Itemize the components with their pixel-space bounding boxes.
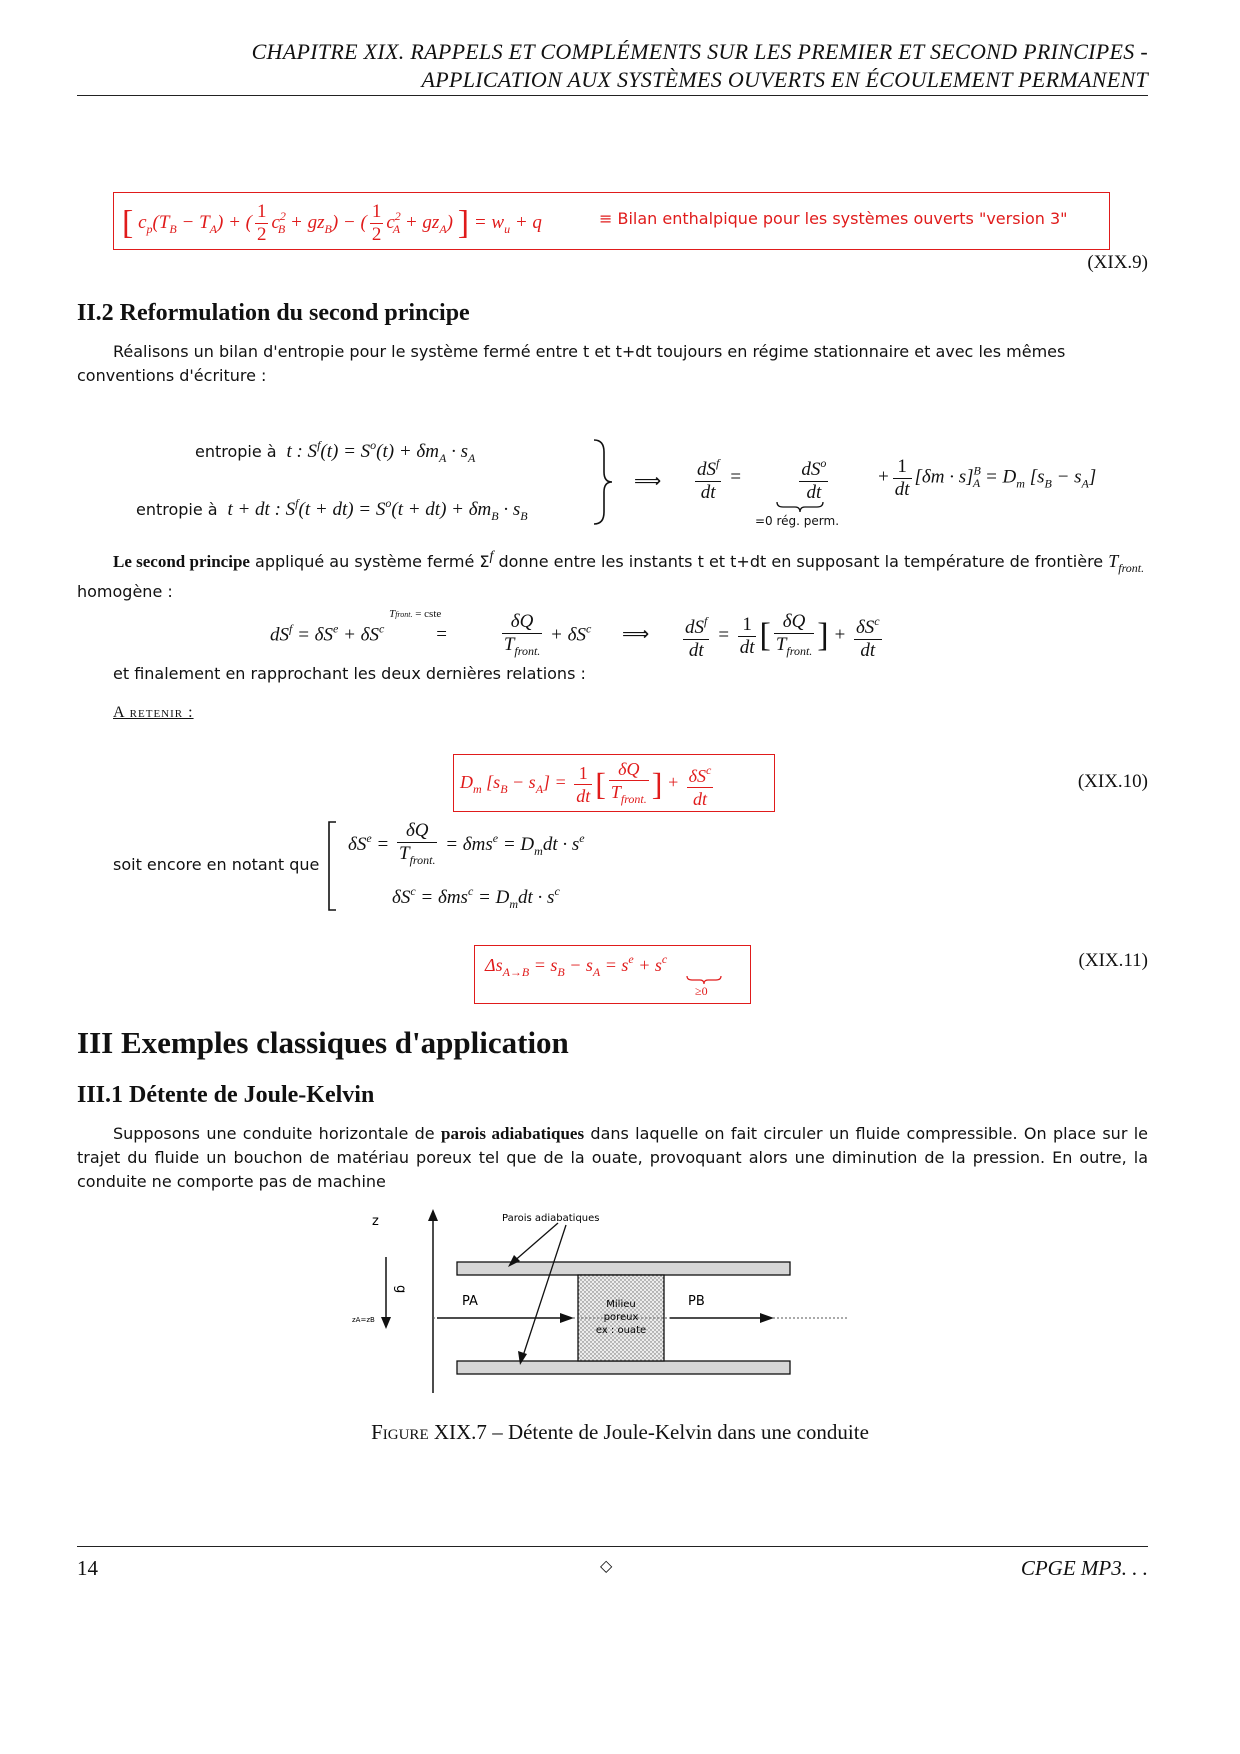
footer-right: CPGE MP3. . . bbox=[1020, 1556, 1148, 1580]
pb-label: PB bbox=[688, 1294, 705, 1309]
equation-9: [ $c_p(T_B - T_A)$ + ( $\frac{1}{2}$ $c^2_B + gz_B$) − ( $\frac{1}{2}$ $c^2_A + gz_A$) ] = $w_u + q$ bbox=[122, 201, 542, 245]
g-label: g bbox=[393, 1285, 408, 1294]
second-principle-formula: $dS^f = \delta S^e + \delta S^c$ Tfront. = cste = $\frac{\delta Q}{T_{front.}}$ + $\delta S^c$ ⟹ $\frac{dS^f}{dt}$ = $\frac{1}{dt}$ [ $\frac{\delta Q}{T_{front.}}$ ] + $\frac{\delta S^c}{dt}$ bbox=[270, 608, 880, 661]
header-rule bbox=[77, 95, 1148, 96]
lower-wall bbox=[457, 1361, 790, 1374]
page-number: 14 bbox=[77, 1556, 98, 1580]
section-3-1-title: III.1 Détente de Joule-Kelvin bbox=[77, 1082, 375, 1108]
section-2-2-title: II.2 Reformulation du second principe bbox=[77, 300, 470, 326]
second-principle-end: homogène : bbox=[77, 582, 173, 601]
soit-encore-label: soit encore en notant que bbox=[113, 855, 320, 874]
entropy-line-t bbox=[195, 438, 475, 466]
entropy-creation-formula: $\delta S^c = \delta ms^c = D_mdt \cdot s^c$ bbox=[392, 884, 560, 911]
paragraph-part-a: Supposons une conduite horizontale de bbox=[113, 1124, 435, 1143]
equation-10-number: (XIX.10) bbox=[1077, 771, 1148, 792]
geq-zero-note: ≥0 bbox=[695, 984, 708, 998]
header-line-1: CHAPITRE XIX. RAPPELS ET COMPLÉMENTS SUR LES PREMIER ET SECOND PRINCIPES - bbox=[251, 39, 1148, 64]
underbrace bbox=[775, 500, 825, 514]
running-header bbox=[252, 38, 1148, 94]
gravity-arrowhead bbox=[381, 1317, 391, 1329]
entropy-line-tdt bbox=[136, 496, 528, 524]
left-bracket bbox=[326, 820, 340, 912]
entropy-exchange-formula: $\delta S^e$ = $\frac{\delta Q}{T_{front.}}$ = $\delta ms^e = D_mdt \cdot s^e$ bbox=[348, 820, 585, 867]
plug-label-3: ex : ouate bbox=[595, 1325, 647, 1336]
retenir-label: A retenir : bbox=[113, 704, 194, 721]
equation-11-number: (XIX.11) bbox=[1078, 950, 1148, 971]
underbrace-note: =0 rég. perm. bbox=[755, 514, 840, 528]
equation-box-10 bbox=[453, 754, 775, 812]
implies-arrow: ⟹ bbox=[634, 471, 662, 492]
equation-box-11 bbox=[474, 945, 751, 1004]
right-brace bbox=[590, 438, 614, 526]
figure-caption bbox=[0, 1420, 1240, 1445]
section-2-2-paragraph-1: Réalisons un bilan d'entropie pour le système fermé entre t et t+dt toujours en régime stationnaire et avec les mêmes conventions d'écriture : bbox=[77, 342, 1066, 385]
za-zb-label: zA=zB bbox=[352, 1316, 375, 1324]
figure-caption-prefix: Figure XIX.7 bbox=[371, 1420, 487, 1444]
pa-label: PA bbox=[462, 1294, 478, 1309]
equation-9-label: ≡ Bilan enthalpique pour les systèmes ouverts "version 3" bbox=[599, 209, 1068, 228]
second-principle-bold: Le second principe bbox=[113, 552, 250, 571]
entropy-balance-formula: $\frac{dS^f}{dt}$ = $\frac{dS^o}{dt}$ + $\frac{1}{dt}$ $[\delta m \cdot s]^B_A = D_m$ $[s_B - s_A]$ bbox=[692, 452, 1096, 504]
z-label: z bbox=[372, 1214, 379, 1229]
second-principle-text: appliqué au système fermé Σ bbox=[255, 552, 490, 571]
z-axis-arrowhead bbox=[428, 1209, 438, 1221]
pointer-upper-wall bbox=[512, 1223, 558, 1263]
figure-caption-text: – Détente de Joule-Kelvin dans une conduite bbox=[486, 1420, 869, 1444]
section-2-2-paragraph-3: et finalement en rapprochant les deux dernières relations : bbox=[113, 664, 586, 683]
entropy-line-tdt-formula: t + dt : $S^f(t + dt) = S^o(t + dt) + \delta m_B \cdot s_B$ bbox=[222, 496, 528, 523]
section-3-title: III Exemples classiques d'application bbox=[77, 1025, 569, 1060]
entropy-line-t-formula: t : $S^f(t) = S^o(t) + \delta m_A \cdot s_A$ bbox=[281, 438, 476, 465]
footer-diamond: ◇ bbox=[600, 1558, 613, 1575]
equation-box-9 bbox=[113, 192, 1110, 250]
flow-arrow-in-head bbox=[560, 1313, 574, 1323]
walls-label: Parois adiabatiques bbox=[502, 1213, 600, 1224]
equation-10: $D_m$ $[s_B - s_A]$ = $\frac{1}{dt}$ [ $\frac{\delta Q}{T_{front.}}$ ] + $\frac{\delta S^c}{dt}$ bbox=[460, 759, 712, 809]
paragraph-part-b: dans laquelle on fait circuler un fluide compressible. On place sur le trajet du fluide un bouchon de matériau poreux tel que de la ouate, provoquant alors une diminution de la pression. En outre, la conduite ne comporte pas de machine bbox=[77, 1124, 1149, 1191]
plug-label-1: Milieu bbox=[606, 1299, 636, 1310]
section-3-1-paragraph bbox=[77, 1122, 1148, 1194]
equation-9-number: (XIX.9) bbox=[1087, 252, 1148, 273]
equation-11: $\Delta s_{A\to B} = s_B - s_A = s^e + s^c$ bbox=[485, 952, 668, 979]
second-principle-tail: donne entre les instants t et t+dt en supposant la température de frontière bbox=[498, 552, 1104, 571]
entropy-line-t-label: entropie à bbox=[195, 442, 277, 461]
upper-wall bbox=[457, 1262, 790, 1275]
header-line-2: APPLICATION AUX SYSTÈMES OUVERTS EN ÉCOULEMENT PERMANENT bbox=[421, 67, 1148, 92]
paragraph-bold: parois adiabatiques bbox=[440, 1124, 585, 1143]
joule-kelvin-figure bbox=[352, 1205, 860, 1395]
cste-label: = cste bbox=[415, 608, 442, 621]
plug-label-2: poreux bbox=[603, 1312, 639, 1323]
pointer-lower-wall bbox=[522, 1225, 566, 1359]
footer-rule bbox=[77, 1546, 1148, 1547]
section-2-2-paragraph-2: Le second principe appliqué au système fermé Σf donne entre les instants t et t+dt en supposant la température de frontière $T_{front.}$ homogène : bbox=[77, 549, 1145, 601]
flow-arrow-out-head bbox=[760, 1313, 774, 1323]
entropy-line-tdt-label: entropie à bbox=[136, 500, 218, 519]
